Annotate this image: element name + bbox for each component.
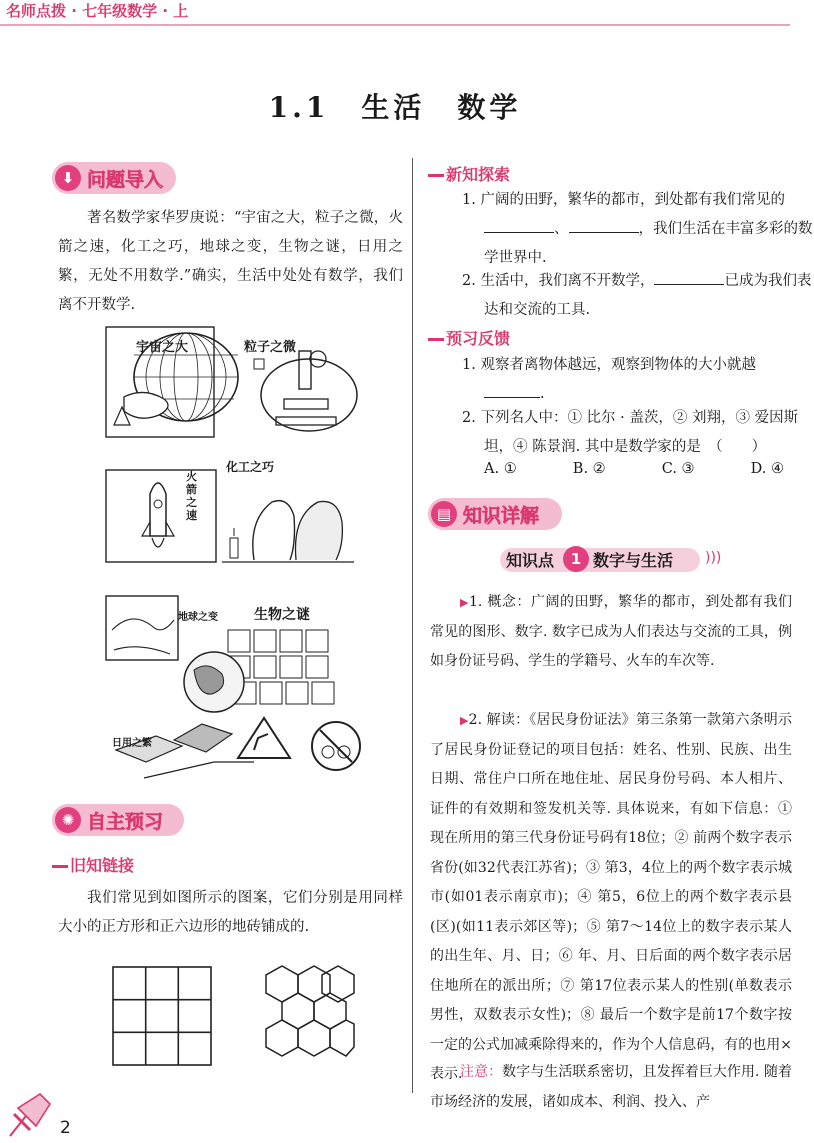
kp-label: 知识点 (506, 551, 555, 570)
answer-blank[interactable] (654, 270, 724, 285)
page-header (0, 0, 790, 20)
section-title: 1.1 生活 数学 (268, 91, 522, 124)
download-icon: ⬇ (55, 165, 81, 191)
page-number: 2 (60, 1118, 71, 1138)
triangle-bullet-icon: ▶ (460, 596, 469, 609)
illustration-earth-bio-daily (104, 590, 384, 790)
answer-blank[interactable] (484, 383, 540, 398)
intro-paragraph: 著名数学家华罗庚说：“宇宙之大，粒子之微，火箭之速，化工之巧，地球之变，生物之谜，日用之繁，无处不用数学.”确实，生活中处处有数学，我们离不开数学. (58, 210, 403, 313)
concept-paragraph: ▶1. 概念：广阔的田野，繁华的都市，到处都有我们常见的图形、数字. 数字已成为人们表达与交流的工具，例如身份证号码、学生的学籍号、火车的车次等. (430, 594, 792, 669)
label-earth: 地球之变 (178, 612, 218, 623)
explore-question-2: 2. 生活中，我们离不开数学， 已成为我们表达和交流的工具. (462, 267, 814, 325)
explore-heading: 新知探索 (428, 162, 510, 185)
knowledge-point-banner (500, 546, 725, 574)
label-particle: 粒子之微 (244, 340, 297, 355)
option-b[interactable]: B. ② (572, 461, 606, 477)
lightbulb-icon: ✺ (55, 807, 81, 833)
wave-icon: ))) (705, 550, 722, 566)
option-a[interactable]: A. ① (484, 461, 517, 477)
feedback-heading: 预习反馈 (428, 326, 510, 349)
detail-heading: ▤ 知识详解 (428, 498, 562, 530)
pushpin-icon (0, 1086, 58, 1143)
feedback-question-2: 2. 下列名人中：① 比尔 · 盖茨，② 刘翔，③ 爱因斯坦，④ 陈景润. 其中是数学家的是 （ ） (462, 410, 799, 455)
square-tiling-figure (112, 966, 212, 1066)
old-link-heading: 旧知链接 (52, 853, 134, 876)
label-daily: 日用之繁 (112, 738, 152, 749)
label-rocket: 火箭之速 (186, 470, 197, 522)
hexagon-tiling-figure (262, 962, 358, 1072)
feedback-question-1: 1. 观察者离物体越远，观察到物体的大小就越 . (462, 357, 756, 402)
answer-blank[interactable] (569, 218, 639, 233)
column-divider (412, 158, 413, 1093)
document-icon: ▤ (431, 501, 457, 527)
label-bio: 生物之谜 (254, 607, 310, 623)
intro-heading: ⬇ 问题导入 (52, 162, 176, 194)
label-chem: 化工之巧 (226, 460, 275, 474)
feedback-options (484, 455, 784, 484)
note-paragraph: 注意：数字与生活联系密切，且发挥着巨大作用. 随着市场经济的发展，诸如成本、利润、投入、产 (430, 1064, 793, 1110)
kp-title: 数字与生活 (593, 551, 674, 570)
old-link-paragraph: 我们常见到如图所示的图案，它们分别是用同样大小的正方形和正六边形的地砖铺成的. (58, 890, 403, 935)
explore-question-1: 1. 广阔的田野，繁华的都市，到处都有我们常见的、 ，我们生活在丰富多彩的数学世界中. (462, 192, 813, 266)
option-d[interactable]: D. ④ (750, 461, 784, 477)
header-text: 名师点拨 · 七年级数学 · 上 (6, 2, 189, 20)
preview-heading: ✺ 自主预习 (52, 804, 184, 836)
label-universe: 宇宙之大 (136, 340, 189, 355)
kp-number: 1 (563, 546, 589, 572)
reading-paragraph: ▶2. 解读：《居民身份证法》第三条第一款第六条明示了居民身份证登记的项目包括：姓名、性别、民族、出生日期、常住户口所在地住址、居民身份号码、本人相片、证件的有效期和签发机关等. 具体说来，有如下信息：① 现在所用的第三代身份证号码有18位；② 前两个数字表示省份(如32代表江苏省)；③ 第3，4位上的两个数字表示城市(如01表示南京市)；④ 第5，6位上的两个数字表示县(区)(如11表示郊区等)；⑤ 第7～14位上的数字表示某人的出生年、月、日；⑥ 年、月、日后面的两个数字表示居住地所在的派出所；⑦ 第17位表示某人的性别(单数表示男性，双数表示女性)；⑧ 最后一个数字是前17个数字按一定的公式加减乘除得来的，作为个人信息码，有的也用×表示. (430, 712, 792, 1082)
header-rule (0, 24, 790, 26)
option-c[interactable]: C. ③ (661, 461, 695, 477)
answer-blank[interactable] (484, 218, 554, 233)
triangle-bullet-icon: ▶ (460, 714, 469, 727)
